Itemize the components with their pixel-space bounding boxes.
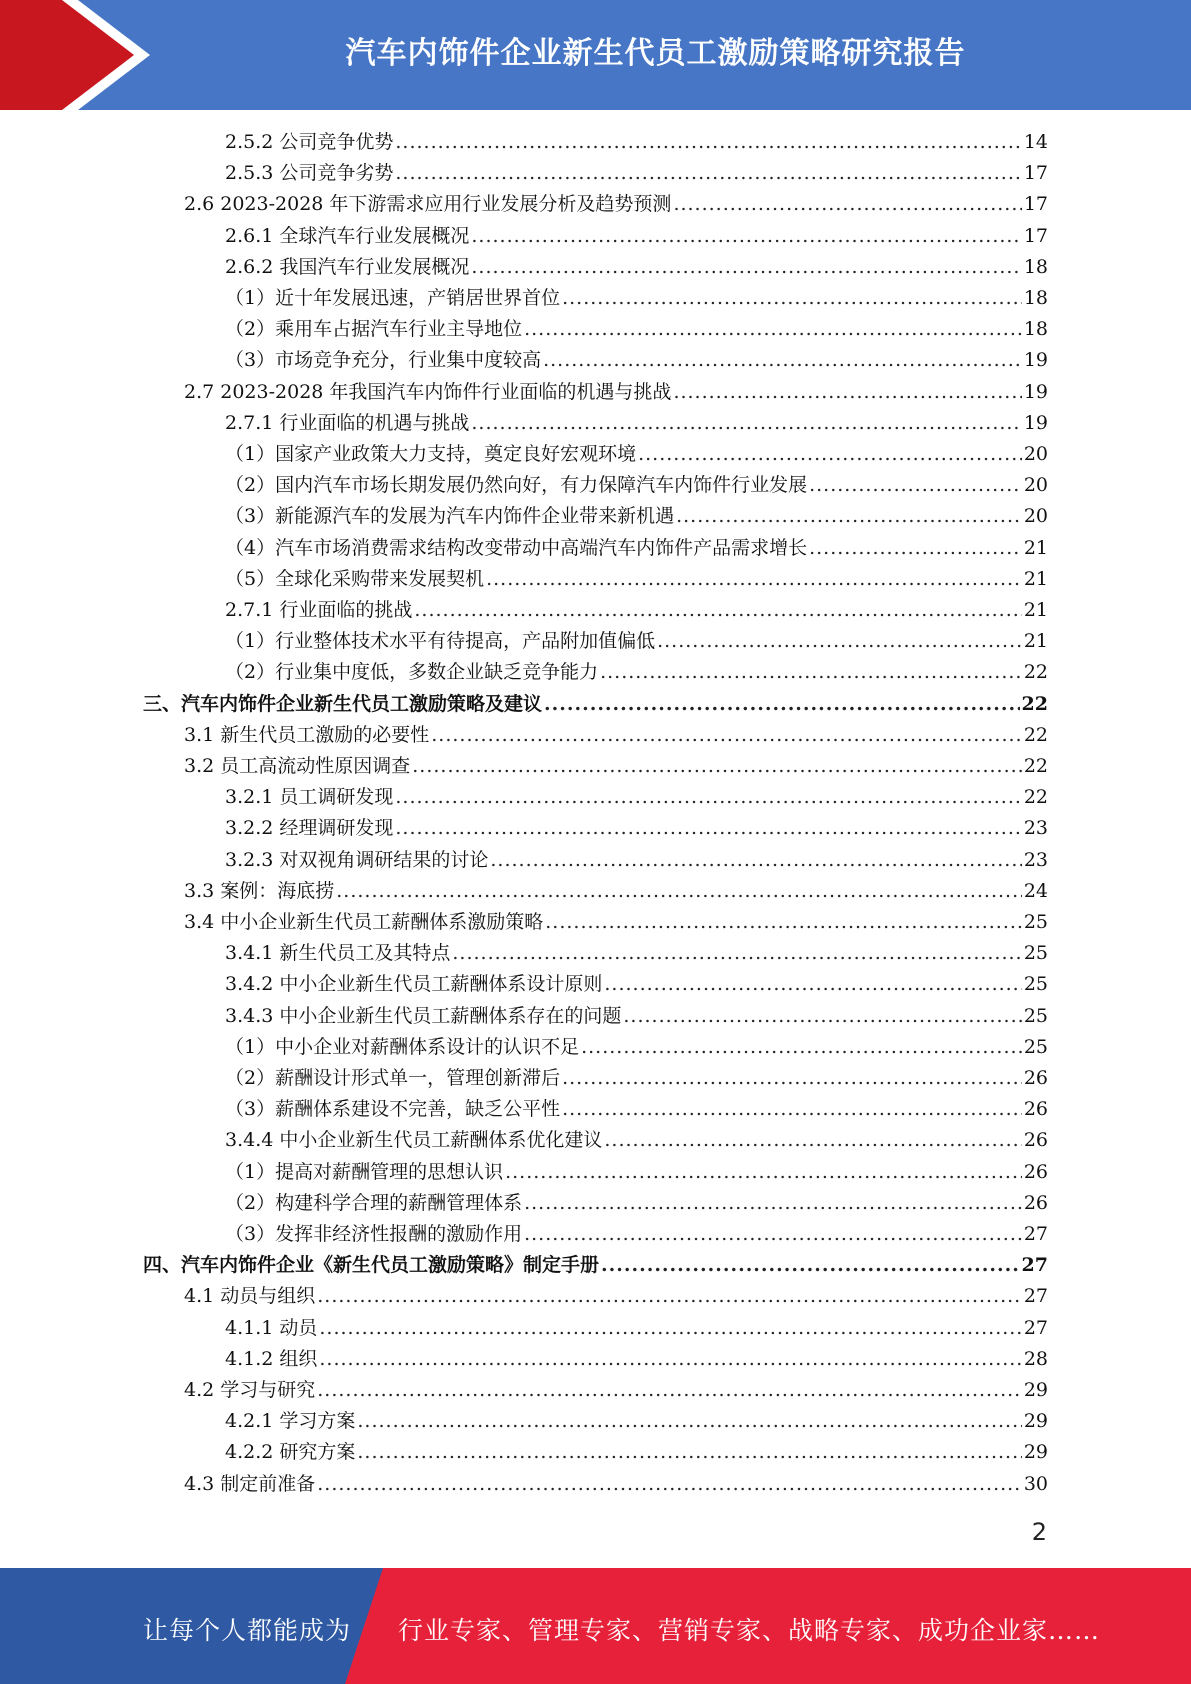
- toc-entry-label: 2.5.2 公司竞争优势: [225, 131, 394, 153]
- toc-entry[interactable]: [225, 1001, 1048, 1032]
- toc-entry-page: 21: [1023, 536, 1048, 559]
- toc-entry[interactable]: [184, 751, 1048, 782]
- toc-entry[interactable]: [225, 1219, 1048, 1250]
- toc-entry-label: 2.6.2 我国汽车行业发展概况: [225, 255, 470, 278]
- toc-leader-dots: [562, 283, 1022, 314]
- toc-entry[interactable]: [184, 907, 1048, 938]
- toc-entry-label: 3.4.2 中小企业新生代员工薪酬体系设计原则: [225, 973, 603, 996]
- toc-leader-dots: [545, 907, 1022, 938]
- toc-entry-page: 28: [1023, 1347, 1048, 1370]
- toc-leader-dots: [505, 1157, 1022, 1188]
- toc-entry[interactable]: [225, 1406, 1048, 1437]
- toc-leader-dots: [562, 1063, 1022, 1094]
- toc-entry[interactable]: [184, 876, 1048, 907]
- toc-entry-label: 4.2.2 研究方案: [225, 1441, 356, 1464]
- toc-entry-label: 3.2 员工高流动性原因调查: [184, 755, 411, 777]
- toc-entry[interactable]: [225, 345, 1048, 376]
- toc-entry[interactable]: [225, 564, 1048, 595]
- toc-entry-page: 17: [1023, 224, 1048, 247]
- toc-entry-label: 2.7.1 行业面临的机遇与挑战: [225, 411, 470, 434]
- toc-leader-dots: [657, 626, 1022, 657]
- toc-leader-dots: [317, 1469, 1022, 1500]
- footer-roles: 行业专家、管理专家、营销专家、战略专家、成功企业家……: [398, 1616, 1101, 1645]
- toc-leader-dots: [395, 813, 1021, 844]
- toc-leader-dots: [524, 314, 1022, 345]
- toc-entry-label: 4.1.2 组织: [225, 1347, 318, 1370]
- toc-entry[interactable]: [225, 657, 1048, 688]
- toc-leader-dots: [319, 1344, 1021, 1375]
- toc-entry-page: 20: [1023, 443, 1048, 465]
- toc-entry-label: （1）提高对薪酬管理的思想认识: [225, 1160, 504, 1183]
- toc-entry-label: 3.4.4 中小企业新生代员工薪酬体系优化建议: [225, 1129, 603, 1152]
- toc-entry-label: （2）乘用车占据汽车行业主导地位: [225, 318, 523, 341]
- toc-entry-label: （2）构建科学合理的薪酬管理体系: [225, 1191, 523, 1214]
- toc-entry[interactable]: [225, 283, 1048, 314]
- toc-entry-page: 27: [1023, 1285, 1048, 1308]
- toc-entry-page: 22: [1023, 661, 1048, 684]
- toc-entry-label: （3）新能源汽车的发展为汽车内饰件企业带来新机遇: [225, 505, 675, 528]
- toc-entry-page: 21: [1023, 567, 1048, 590]
- toc-entry-page: 17: [1023, 162, 1048, 185]
- toc-leader-dots: [490, 845, 1021, 876]
- toc-entry-page: 29: [1023, 1379, 1048, 1401]
- toc-entry-page: 26: [1023, 1067, 1048, 1089]
- toc-leader-dots: [543, 345, 1022, 376]
- toc-entry[interactable]: [184, 720, 1048, 751]
- toc-entry[interactable]: [225, 1344, 1048, 1375]
- toc-entry-label: （5）全球化采购带来发展契机: [225, 567, 485, 590]
- toc-leader-dots: [412, 751, 1022, 782]
- toc-entry[interactable]: [143, 689, 1048, 720]
- toc-entry-label: 2.7 2023-2028 年我国汽车内饰件行业面临的机遇与挑战: [184, 380, 672, 403]
- toc-entry-page: 18: [1023, 255, 1048, 278]
- toc-entry-page: 22: [1023, 786, 1048, 809]
- toc-entry-page: 27: [1023, 1223, 1048, 1245]
- toc-entry-page: 20: [1023, 474, 1048, 497]
- toc-entry[interactable]: [225, 221, 1048, 252]
- toc-entry-page: 29: [1023, 1441, 1048, 1464]
- toc-leader-dots: [357, 1406, 1021, 1437]
- toc-entry-label: 2.6.1 全球汽车行业发展概况: [225, 224, 470, 247]
- toc-entry-label: 2.7.1 行业面临的挑战: [225, 599, 413, 621]
- toc-entry-page: 24: [1023, 879, 1048, 902]
- toc-entry[interactable]: [225, 626, 1048, 657]
- toc-entry[interactable]: [225, 533, 1048, 564]
- toc-leader-dots: [357, 1437, 1021, 1468]
- toc-entry[interactable]: [225, 252, 1048, 283]
- toc-entry-page: 21: [1023, 630, 1048, 653]
- toc-leader-dots: [395, 158, 1021, 189]
- toc-entry[interactable]: [225, 314, 1048, 345]
- toc-entry-label: 4.1.1 动员: [225, 1316, 318, 1339]
- toc-entry-page: 27: [1023, 1316, 1048, 1339]
- toc-entry-label: （1）近十年发展迅速，产销居世界首位: [225, 287, 561, 309]
- toc-leader-dots: [601, 1250, 1020, 1281]
- toc-entry-label: （1）行业整体技术水平有待提高，产品附加值偏低: [225, 630, 656, 653]
- toc-leader-dots: [604, 1125, 1021, 1156]
- toc-entry-label: 2.6 2023-2028 年下游需求应用行业发展分析及趋势预测: [184, 193, 672, 216]
- toc-leader-dots: [673, 377, 1021, 408]
- toc-entry-label: 四、汽车内饰件企业《新生代员工激励策略》制定手册: [143, 1254, 600, 1277]
- toc-entry-label: 4.3 制定前准备: [184, 1472, 316, 1495]
- toc-entry[interactable]: [225, 1437, 1048, 1468]
- toc-entry[interactable]: [225, 1125, 1048, 1156]
- toc-leader-dots: [471, 221, 1021, 252]
- toc-entry[interactable]: [184, 377, 1048, 408]
- toc-entry-page: 26: [1023, 1129, 1048, 1152]
- toc-entry-label: 3.4.1 新生代员工及其特点: [225, 942, 451, 965]
- toc-leader-dots: [676, 501, 1022, 532]
- toc-entry-label: 3.2.3 对双视角调研结果的讨论: [225, 848, 489, 871]
- toc-entry-label: 4.2 学习与研究: [184, 1379, 316, 1401]
- toc-entry-page: 18: [1023, 287, 1048, 309]
- toc-leader-dots: [562, 1094, 1022, 1125]
- footer-slogan: 让每个人都能成为: [143, 1616, 352, 1645]
- toc-entry[interactable]: [225, 1188, 1048, 1219]
- toc-entry-label: 3.1 新生代员工激励的必要性: [184, 723, 430, 746]
- toc-entry-page: 26: [1023, 1098, 1048, 1121]
- toc-leader-dots: [809, 470, 1022, 501]
- toc-entry-label: 2.5.3 公司竞争劣势: [225, 162, 394, 185]
- toc-entry[interactable]: [225, 1313, 1048, 1344]
- toc-entry-label: 4.2.1 学习方案: [225, 1410, 356, 1433]
- toc-leader-dots: [431, 720, 1022, 751]
- toc-leader-dots: [638, 439, 1022, 470]
- toc-leader-dots: [600, 657, 1022, 688]
- toc-entry-label: 4.1 动员与组织: [184, 1285, 316, 1308]
- toc-entry-page: 25: [1023, 911, 1048, 933]
- toc-entry-label: （3）薪酬体系建设不完善，缺乏公平性: [225, 1098, 561, 1121]
- toc-entry-page: 20: [1023, 505, 1048, 528]
- toc-entry[interactable]: [184, 1469, 1048, 1500]
- toc-leader-dots: [524, 1188, 1022, 1219]
- toc-leader-dots: [524, 1219, 1022, 1250]
- toc-entry[interactable]: [225, 158, 1048, 189]
- toc-leader-dots: [809, 533, 1022, 564]
- toc-entry[interactable]: [225, 595, 1048, 626]
- toc-leader-dots: [471, 408, 1021, 439]
- toc-entry-page: 22: [1021, 692, 1048, 715]
- toc-entry-page: 14: [1023, 131, 1048, 153]
- toc-leader-dots: [395, 782, 1021, 813]
- toc-entry-label: （2）薪酬设计形式单一，管理创新滞后: [225, 1067, 561, 1089]
- toc-leader-dots: [486, 564, 1022, 595]
- toc-entry-label: 3.3 案例：海底捞: [184, 879, 335, 902]
- toc-entry-page: 19: [1023, 380, 1048, 403]
- toc-entry[interactable]: [225, 845, 1048, 876]
- toc-entry[interactable]: [225, 408, 1048, 439]
- toc-leader-dots: [336, 876, 1022, 907]
- header-title: 汽车内饰件企业新生代员工激励策略研究报告: [345, 36, 966, 71]
- toc-entry[interactable]: [225, 969, 1048, 1000]
- toc-entry-page: 27: [1021, 1254, 1048, 1277]
- toc-entry-page: 21: [1023, 599, 1048, 621]
- toc-entry-page: 17: [1023, 193, 1048, 216]
- toc-entry-label: （3）市场竞争充分，行业集中度较高: [225, 349, 542, 372]
- toc-leader-dots: [319, 1313, 1021, 1344]
- toc-leader-dots: [471, 252, 1021, 283]
- toc-entry[interactable]: [225, 1032, 1048, 1063]
- toc-entry[interactable]: [225, 439, 1048, 470]
- page-number: 2: [1031, 1518, 1047, 1546]
- toc-entry[interactable]: [225, 1094, 1048, 1125]
- toc-entry-label: （4）汽车市场消费需求结构改变带动中高端汽车内饰件产品需求增长: [225, 536, 808, 559]
- toc-entry[interactable]: [225, 1063, 1048, 1094]
- toc-entry-page: 30: [1023, 1472, 1048, 1495]
- toc-entry-label: 3.4 中小企业新生代员工薪酬体系激励策略: [184, 911, 544, 933]
- toc-entry-label: 3.4.3 中小企业新生代员工薪酬体系存在的问题: [225, 1004, 622, 1027]
- toc-entry[interactable]: [225, 470, 1048, 501]
- toc-entry[interactable]: [184, 189, 1048, 220]
- toc-entry-page: 23: [1023, 817, 1048, 840]
- toc-entry[interactable]: [225, 501, 1048, 532]
- toc-entry[interactable]: [225, 1157, 1048, 1188]
- toc-entry[interactable]: [225, 813, 1048, 844]
- toc-entry[interactable]: [225, 938, 1048, 969]
- toc-leader-dots: [623, 1001, 1021, 1032]
- toc-leader-dots: [673, 189, 1021, 220]
- toc-entry-page: 25: [1023, 1035, 1048, 1058]
- toc-entry-page: 26: [1023, 1191, 1048, 1214]
- toc-entry-label: （1）中小企业对薪酬体系设计的认识不足: [225, 1035, 580, 1058]
- toc-entry[interactable]: [184, 1375, 1048, 1406]
- toc-entry-label: （2）国内汽车市场长期发展仍然向好，有力保障汽车内饰件行业发展: [225, 474, 808, 497]
- toc-entry-label: 三、汽车内饰件企业新生代员工激励策略及建议: [143, 692, 543, 715]
- toc-entry-page: 19: [1023, 349, 1048, 372]
- toc-leader-dots: [317, 1375, 1022, 1406]
- toc-entry[interactable]: [225, 127, 1048, 158]
- toc-entry-page: 22: [1023, 755, 1048, 777]
- toc-leader-dots: [414, 595, 1021, 626]
- toc-entry-label: （3）发挥非经济性报酬的激励作用: [225, 1223, 523, 1245]
- toc-entry-page: 23: [1023, 848, 1048, 871]
- toc-entry-page: 26: [1023, 1160, 1048, 1183]
- toc-entry-page: 22: [1023, 723, 1048, 746]
- toc-leader-dots: [452, 938, 1021, 969]
- toc-leader-dots: [544, 689, 1020, 720]
- page-footer: [0, 1568, 1191, 1684]
- toc-entry-label: （1）国家产业政策大力支持，奠定良好宏观环境: [225, 443, 637, 465]
- toc-entry-page: 18: [1023, 318, 1048, 341]
- toc-entry-page: 25: [1023, 973, 1048, 996]
- page-header: [0, 0, 1191, 110]
- toc-entry-page: 25: [1023, 942, 1048, 965]
- toc-entry[interactable]: [143, 1250, 1048, 1281]
- toc-entry-page: 29: [1023, 1410, 1048, 1433]
- toc-entry[interactable]: [184, 1281, 1048, 1312]
- toc-entry-page: 25: [1023, 1004, 1048, 1027]
- toc-entry-label: 3.2.1 员工调研发现: [225, 786, 394, 809]
- toc-leader-dots: [581, 1032, 1022, 1063]
- toc-leader-dots: [395, 127, 1021, 158]
- toc-entry-label: （2）行业集中度低，多数企业缺乏竞争能力: [225, 661, 599, 684]
- toc-entry[interactable]: [225, 782, 1048, 813]
- toc-entry-label: 3.2.2 经理调研发现: [225, 817, 394, 840]
- toc-leader-dots: [317, 1281, 1022, 1312]
- toc-leader-dots: [604, 969, 1021, 1000]
- toc-entry-page: 19: [1023, 411, 1048, 434]
